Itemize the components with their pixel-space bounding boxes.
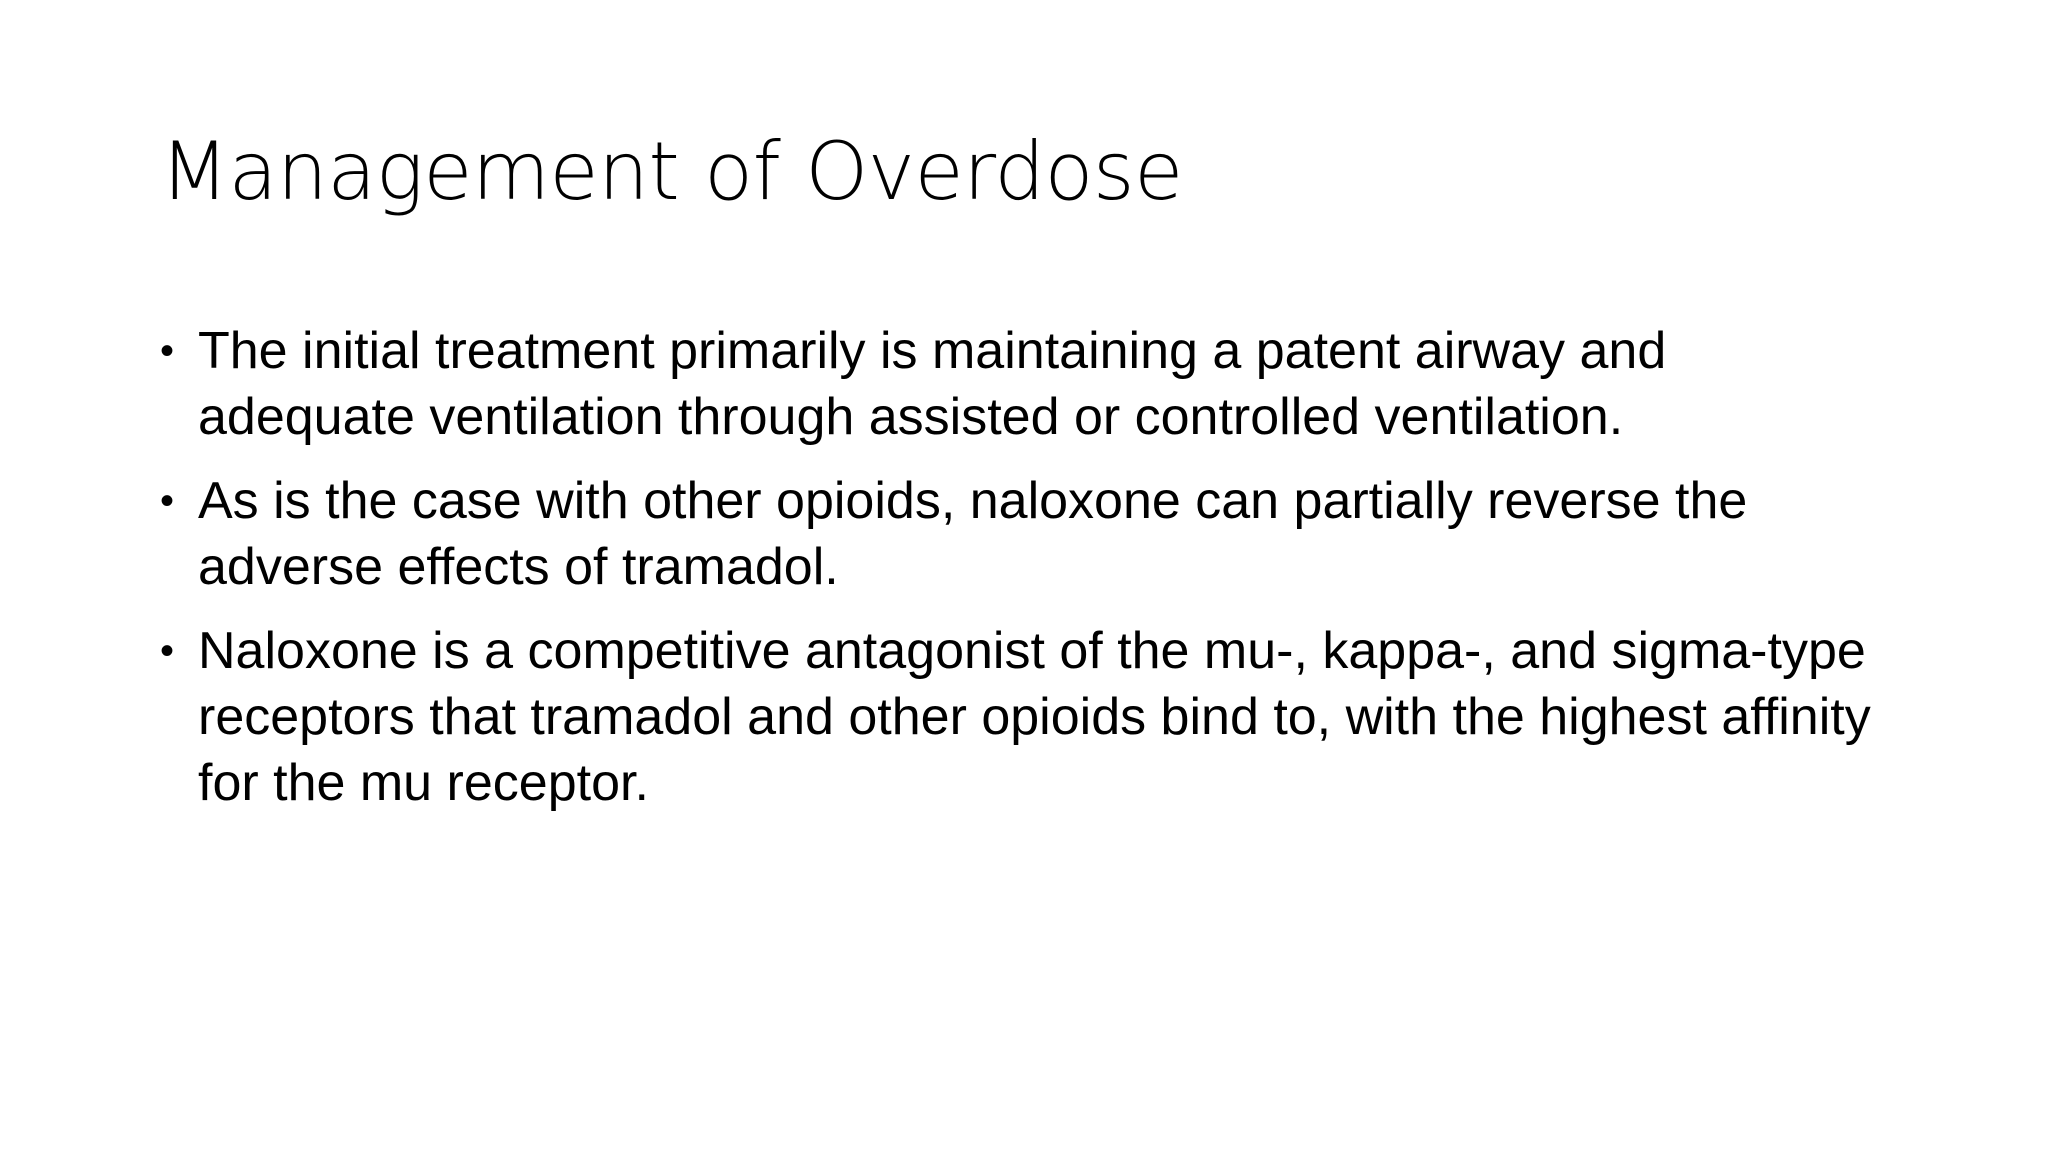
bullet-icon: •: [160, 479, 175, 523]
bullet-icon: •: [160, 329, 175, 373]
bullet-text: Naloxone is a competitive antagonist of the mu-, kappa-, and sigma-type receptors that tramadol and other opioids bind to, with the highest affinity for the mu receptor.: [198, 622, 1871, 812]
bullet-item: [160, 468, 1880, 600]
bullet-item: [160, 618, 1880, 816]
slide-title: Management of Overdose: [160, 125, 1183, 218]
bullet-text: As is the case with other opioids, naloxone can partially reverse the adverse effects of tramadol.: [198, 472, 1748, 596]
bullet-icon: •: [160, 629, 175, 673]
bullet-text: The initial treatment primarily is maintaining a patent airway and adequate ventilation through assisted or controlled ventilation.: [198, 322, 1667, 446]
bullet-item: [160, 318, 1880, 450]
bullet-list: [160, 318, 1880, 834]
